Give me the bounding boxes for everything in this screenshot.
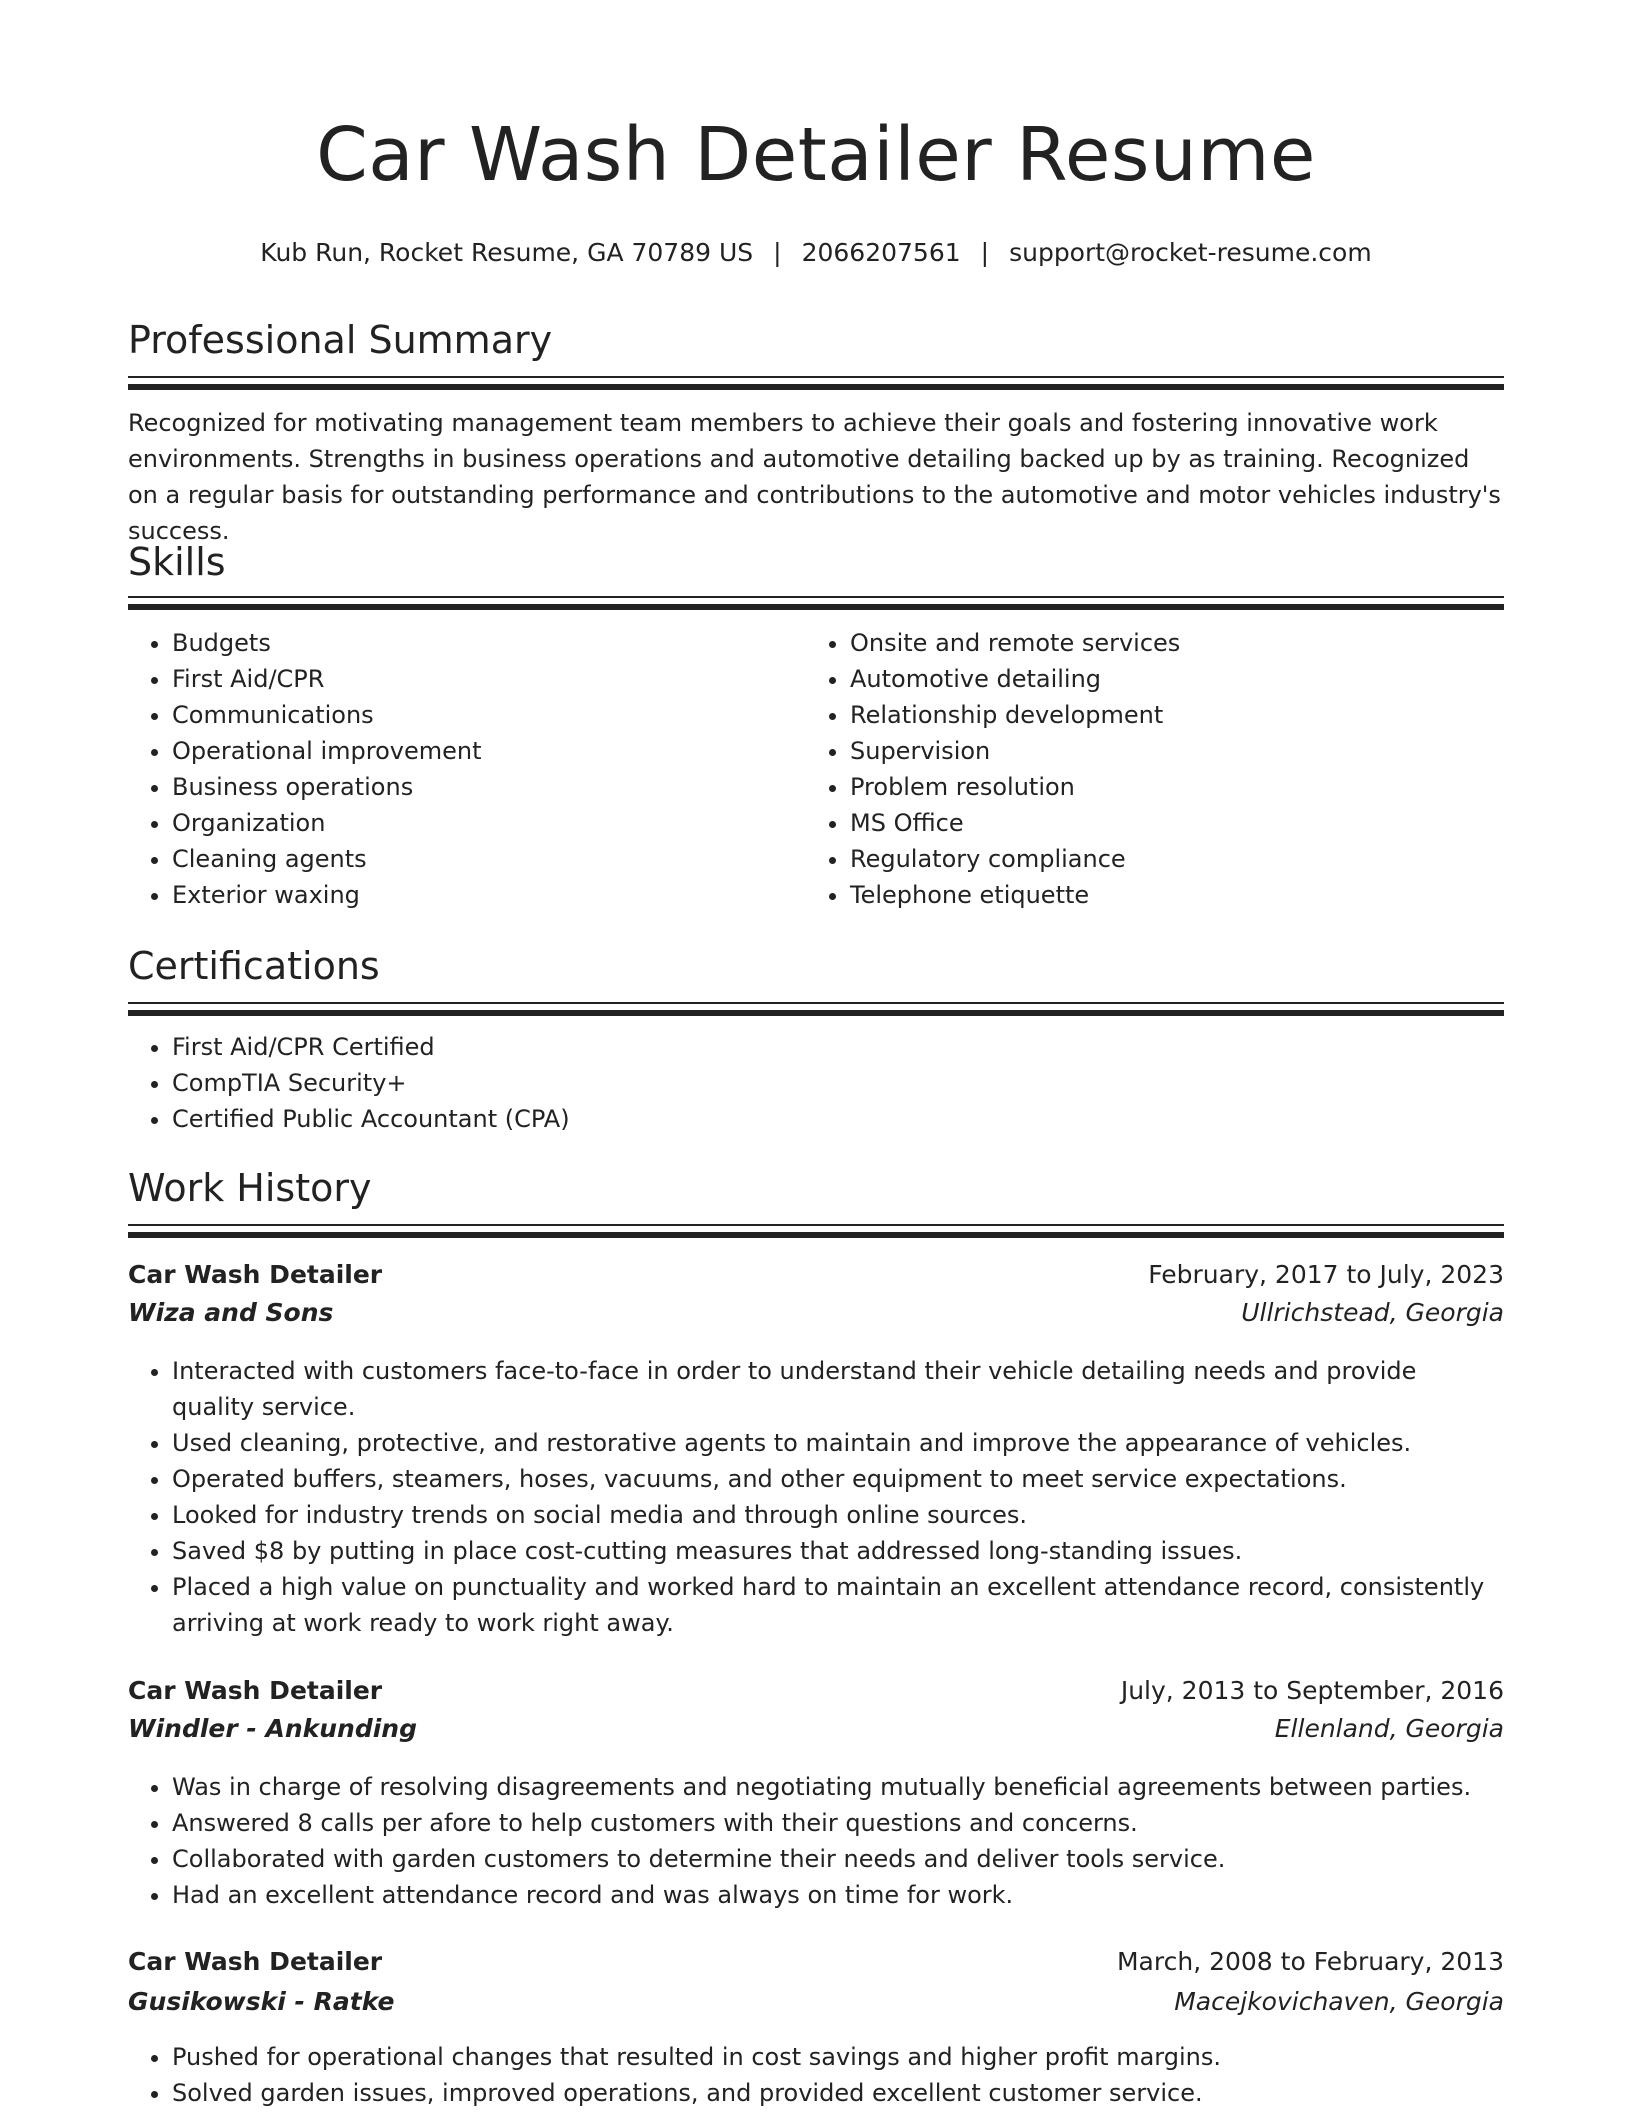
skill-item: • Business operations (172, 769, 768, 805)
skill-item: • First Aid/CPR (172, 661, 768, 697)
job-dates: February, 2017 to July, 2023 (1148, 1260, 1504, 1289)
job-duties (128, 1353, 1504, 1641)
duty-item: • Had an excellent attendance record and was always on time for work. (172, 1877, 1504, 1913)
skills-heading: Skills (128, 540, 226, 584)
duty-item: • Collaborated with garden customers to determine their needs and deliver tools service. (172, 1841, 1504, 1877)
job-dates: July, 2013 to September, 2016 (1120, 1676, 1504, 1705)
summary-text: Recognized for motivating management team members to achieve their goals and fostering innovative work environments. Strengths in business operations and automotive detailing backed up by as training. Recognized on a regular basis for outstanding performance and contributions to the automotive and motor vehicles industry's success. (128, 409, 1501, 545)
section-divider (128, 596, 1504, 610)
duty-item: • Was in charge of resolving disagreements and negotiating mutually beneficial agreements between parties. (172, 1769, 1504, 1805)
work-history-heading: Work History (128, 1166, 372, 1210)
skill-item: • Onsite and remote services (850, 625, 1446, 661)
skill-item: • Operational improvement (172, 733, 768, 769)
certification-item: • First Aid/CPR Certified (172, 1029, 1504, 1065)
skill-item: • MS Office (850, 805, 1446, 841)
skill-item: • Regulatory compliance (850, 841, 1446, 877)
duty-item: • Used cleaning, protective, and restorative agents to maintain and improve the appearance of vehicles. (172, 1425, 1504, 1461)
job-dates: March, 2008 to February, 2013 (1116, 1947, 1504, 1976)
contact-phone: 2066207561 (801, 238, 961, 267)
skills-column-left (128, 625, 768, 913)
skill-item: • Organization (172, 805, 768, 841)
contact-line (128, 240, 1504, 265)
contact-email: support@rocket-resume.com (1009, 238, 1372, 267)
skill-item: • Budgets (172, 625, 768, 661)
skill-item: • Exterior waxing (172, 877, 768, 913)
duty-item: • Answered 8 calls per afore to help customers with their questions and concerns. (172, 1805, 1504, 1841)
contact-separator: | (773, 238, 782, 267)
section-divider (128, 376, 1504, 390)
skill-item: • Communications (172, 697, 768, 733)
certifications-heading: Certifications (128, 944, 380, 988)
job-duties (128, 2039, 1504, 2111)
job-company: Gusikowski - Ratke (128, 1987, 395, 2016)
section-divider (128, 1224, 1504, 1238)
skill-item: • Automotive detailing (850, 661, 1446, 697)
certifications-list (128, 1029, 1504, 1137)
job-company: Windler - Ankunding (128, 1714, 418, 1743)
job-title: Car Wash Detailer (128, 1260, 383, 1289)
job-title: Car Wash Detailer (128, 1676, 383, 1705)
job-location: Ullrichstead, Georgia (1241, 1298, 1504, 1327)
skills-column-right (806, 625, 1446, 913)
skill-item: • Cleaning agents (172, 841, 768, 877)
duty-item: • Interacted with customers face-to-face in order to understand their vehicle detailing needs and provide quality service. (172, 1353, 1504, 1425)
job-company: Wiza and Sons (128, 1298, 334, 1327)
job-location: Macejkovichaven, Georgia (1174, 1987, 1504, 2016)
summary-heading: Professional Summary (128, 318, 553, 362)
duty-item: • Pushed for operational changes that resulted in cost savings and higher profit margins. (172, 2039, 1504, 2075)
certification-item: • CompTIA Security+ (172, 1065, 1504, 1101)
job-title: Car Wash Detailer (128, 1947, 383, 1976)
duty-item: • Operated buffers, steamers, hoses, vacuums, and other equipment to meet service expectations. (172, 1461, 1504, 1497)
duty-item: • Looked for industry trends on social media and through online sources. (172, 1497, 1504, 1533)
skill-item: • Relationship development (850, 697, 1446, 733)
skill-item: • Problem resolution (850, 769, 1446, 805)
skill-item: • Supervision (850, 733, 1446, 769)
certification-item: • Certified Public Accountant (CPA) (172, 1101, 1504, 1137)
duty-item: • Saved $8 by putting in place cost-cutting measures that addressed long-standing issues. (172, 1533, 1504, 1569)
job-location: Ellenland, Georgia (1274, 1714, 1504, 1743)
section-divider (128, 1002, 1504, 1016)
skill-item: • Telephone etiquette (850, 877, 1446, 913)
duty-item: • Placed a high value on punctuality and worked hard to maintain an excellent attendance record, consistently arriving at work ready to work right away. (172, 1569, 1504, 1641)
job-duties (128, 1769, 1504, 1913)
duty-item: • Solved garden issues, improved operations, and provided excellent customer service. (172, 2075, 1504, 2111)
resume-title: Car Wash Detailer Resume (316, 112, 1316, 198)
contact-address: Kub Run, Rocket Resume, GA 70789 US (260, 238, 754, 267)
contact-separator: | (980, 238, 990, 267)
